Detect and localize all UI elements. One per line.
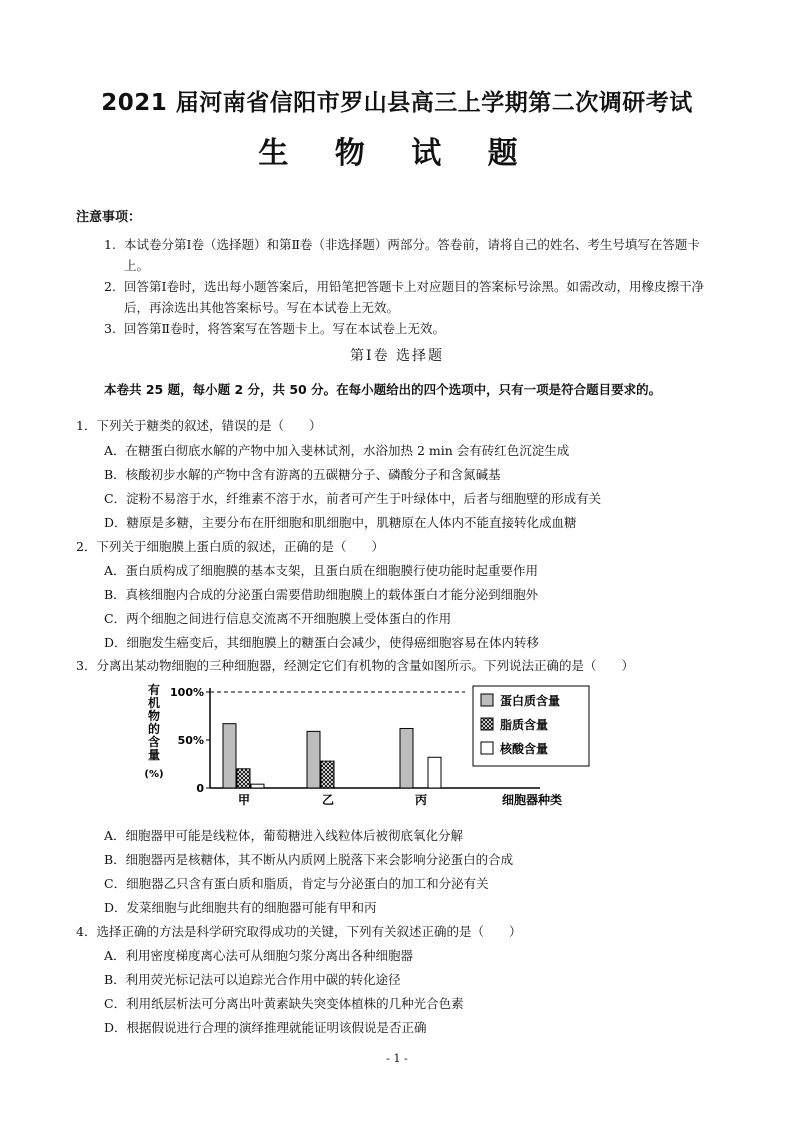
legend-swatch (481, 742, 493, 754)
notice-item-text: 回答第Ⅰ卷时，选出每小题答案后，用铅笔把答题卡上对应题目的答案标号涂黑。如需改动，用橡皮擦干净后，再涂选出其他答案标号。写在本试卷上无效。 (124, 279, 704, 315)
option-b: B．细胞器丙是核糖体，其不断从内质网上脱落下来会影响分泌蛋白的合成 (104, 852, 514, 867)
bar-lipid (321, 761, 334, 788)
option-b: B．核酸初步水解的产物中含有游离的五碳糖分子、磷酸分子和含氮碱基 (104, 467, 501, 482)
legend-label: 蛋白质含量 (500, 694, 561, 708)
bar-lipid (237, 769, 250, 788)
option-b: B．利用荧光标记法可以追踪光合作用中碳的转化途径 (104, 972, 401, 987)
exam-subtitle: 生 物 试 题 (258, 136, 536, 171)
bar-protein (223, 724, 236, 788)
section-intro: 本卷共 25 题，每小题 2 分，共 50 分。在每小题给出的四个选项中，只有一项是符合题目要求的。 (104, 382, 662, 397)
legend-swatch (481, 694, 493, 706)
notice-item (104, 318, 724, 339)
x-tick-label: 丙 (414, 793, 428, 807)
x-tick-label: 乙 (321, 793, 335, 807)
legend-swatch (481, 718, 493, 730)
notice-item-number: 3. (104, 321, 116, 336)
notice-item (104, 276, 724, 318)
notice-item-text: 回答第Ⅱ卷时，将答案写在答题卡上。写在本试卷上无效。 (124, 321, 445, 336)
bar-protein (400, 728, 413, 788)
bar-nucleic (251, 784, 264, 788)
y-axis-label: 有机物的含量(%) (144, 683, 164, 780)
notice-item-number: 2. (104, 279, 116, 294)
option-c: C．两个细胞之间进行信息交流离不开细胞膜上受体蛋白的作用 (104, 611, 452, 626)
question-stem: 2．下列关于细胞膜上蛋白质的叙述，正确的是（ ） (76, 539, 384, 554)
legend-label: 核酸含量 (500, 742, 549, 756)
y-tick-label: 50% (177, 734, 204, 747)
option-d: D．发菜细胞与此细胞共有的细胞器可能有甲和丙 (104, 900, 377, 915)
y-tick-label: 100% (170, 686, 204, 699)
option-a: A．在糖蛋白彻底水解的产物中加入斐林试剂，水浴加热 2 min 会有砖红色沉淀生成 (104, 443, 570, 458)
exam-title: 2021 届河南省信阳市罗山县高三上学期第二次调研考试 (101, 90, 693, 116)
notice-item-number: 1. (104, 237, 116, 252)
notice-item (104, 234, 724, 276)
option-c: C．细胞器乙只含有蛋白质和脂质，肯定与分泌蛋白的加工和分泌有关 (104, 876, 489, 891)
option-a: A．利用密度梯度离心法可从细胞匀浆分离出各种细胞器 (104, 948, 414, 963)
bar-protein (307, 731, 320, 788)
question-stem: 4．选择正确的方法是科学研究取得成功的关键，下列有关叙述正确的是（ ） (76, 924, 522, 939)
organelle-chart (140, 680, 600, 810)
legend-label: 脂质含量 (500, 718, 549, 732)
question-stem: 3．分离出某动物细胞的三种细胞器，经测定它们有机物的含量如图所示。下列说法正确的是（ ） (76, 658, 634, 673)
x-axis-label: 细胞器种类 (501, 793, 563, 807)
y-tick-label: 0 (196, 782, 204, 795)
option-d: D．糖原是多糖，主要分布在肝细胞和肌细胞中，肌糖原在人体内不能直接转化成血糖 (104, 515, 577, 530)
option-c: C．淀粉不易溶于水，纤维素不溶于水，前者可产生于叶绿体中，后者与细胞壁的形成有关 (104, 491, 602, 506)
option-a: A．蛋白质构成了细胞膜的基本支架，且蛋白质在细胞膜行使功能时起重要作用 (104, 563, 539, 578)
page-number: - 1 - (386, 1052, 408, 1065)
option-d: D．细胞发生癌变后，其细胞膜上的糖蛋白会减少，使得癌细胞容易在体内转移 (104, 635, 540, 650)
option-d: D．根据假说进行合理的演绎推理就能证明该假说是否正确 (104, 1020, 427, 1035)
option-a: A．细胞器甲可能是线粒体，葡萄糖进入线粒体后被彻底氧化分解 (104, 828, 464, 843)
option-b: B．真核细胞内合成的分泌蛋白需要借助细胞膜上的载体蛋白才能分泌到细胞外 (104, 587, 539, 602)
notice-heading: 注意事项： (76, 210, 142, 225)
bar-nucleic (428, 757, 441, 788)
x-tick-label: 甲 (237, 793, 251, 807)
notice-item-text: 本试卷分第Ⅰ卷（选择题）和第Ⅱ卷（非选择题）两部分。答卷前，请将自己的姓名、考生号填写在答题卡上。 (124, 237, 700, 273)
option-c: C．利用纸层析法可分离出叶黄素缺失突变体植株的几种光合色素 (104, 996, 464, 1011)
section-title: 第Ⅰ卷 选择题 (350, 348, 444, 364)
question-stem: 1．下列关于糖类的叙述，错误的是（ ） (76, 418, 322, 433)
